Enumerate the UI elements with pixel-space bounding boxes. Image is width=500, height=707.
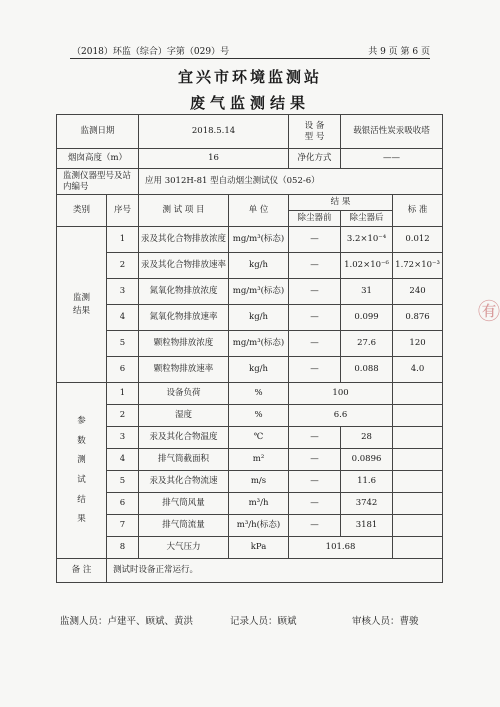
seq-cell: 1 [107,227,139,253]
after-cell: 27.6 [341,331,393,357]
unit-cell: kg/h [229,253,289,279]
before-cell: — [289,305,341,331]
seq-cell: 2 [107,253,139,279]
standard-cell [393,427,443,449]
remark-row [57,559,443,583]
before-cell: — [289,471,341,493]
unit-cell: % [229,405,289,427]
item-cell: 汞及其化合物温度 [139,427,229,449]
table-row [57,471,443,493]
item-cell: 颗粒物排放浓度 [139,331,229,357]
item-cell: 颗粒物排放速率 [139,357,229,383]
table-row [57,331,443,357]
item-cell: 排气筒风量 [139,493,229,515]
table-row [57,383,443,405]
standard-cell: 0.876 [393,305,443,331]
after-cell: 0.0896 [341,449,393,471]
seq-cell: 4 [107,305,139,331]
after-cell: 11.6 [341,471,393,493]
item-cell: 汞及其化合物排放速率 [139,253,229,279]
unit-cell: kg/h [229,305,289,331]
item-cell: 汞及其化合物排放浓度 [139,227,229,253]
unit-cell: kg/h [229,357,289,383]
page-info: 共 9 页 第 6 页 [368,47,430,57]
seq-cell: 6 [107,493,139,515]
before-cell: — [289,493,341,515]
purify-value: —— [341,149,443,169]
reviewer: 审核人员：曹骏 [352,616,419,627]
seq-cell: 3 [107,279,139,305]
before-cell: — [289,331,341,357]
header-standard: 标 准 [393,195,443,227]
seq-cell: 5 [107,471,139,493]
results-table [56,114,443,583]
unit-cell: mg/m³(标态) [229,227,289,253]
standard-cell [393,383,443,405]
standard-cell: 0.012 [393,227,443,253]
seq-cell: 8 [107,537,139,559]
chimney-height: 16 [139,149,289,169]
header-item: 测 试 项 目 [139,195,229,227]
table-row [57,279,443,305]
standard-cell [393,515,443,537]
seq-cell: 5 [107,331,139,357]
before-cell: — [289,515,341,537]
standard-cell [393,493,443,515]
equipment-label: 设 备 型 号 [289,115,341,149]
doc-number: （2018）环监（综合）字第（029）号 [72,47,230,57]
after-cell: 3742 [341,493,393,515]
table-row [57,515,443,537]
standard-cell: 120 [393,331,443,357]
standard-cell: 240 [393,279,443,305]
seq-cell: 4 [107,449,139,471]
unit-cell: ℃ [229,427,289,449]
instrument-value: 应用 3012H-81 型自动烟尘测试仪（052-6） [139,169,443,195]
item-cell: 汞及其化合物流速 [139,471,229,493]
table-row [57,449,443,471]
item-cell: 设备负荷 [139,383,229,405]
after-cell: 0.088 [341,357,393,383]
after-cell: 1.02×10⁻⁶ [341,253,393,279]
category-params: 参 数 测 试 结 果 [57,383,107,559]
header-category: 类别 [57,195,107,227]
header-seq: 序号 [107,195,139,227]
chimney-height-label: 烟囱高度（m） [57,149,139,169]
item-cell: 湿度 [139,405,229,427]
table-row [57,227,443,253]
seq-cell: 2 [107,405,139,427]
header-unit: 单 位 [229,195,289,227]
table-row [57,305,443,331]
seq-cell: 1 [107,383,139,405]
result-merged-cell: 100 [289,383,393,405]
header-after: 除尘器后 [341,211,393,227]
result-merged-cell: 6.6 [289,405,393,427]
item-cell: 氮氧化物排放速率 [139,305,229,331]
standard-cell [393,537,443,559]
standard-cell [393,449,443,471]
table-row [57,357,443,383]
unit-cell: m³/h(标态) [229,515,289,537]
seq-cell: 6 [107,357,139,383]
unit-cell: m³/h [229,493,289,515]
instrument-label: 监测仪器型号及站内编号 [57,169,139,195]
seq-cell: 7 [107,515,139,537]
standard-cell: 1.72×10⁻³ [393,253,443,279]
unit-cell: m/s [229,471,289,493]
before-cell: — [289,253,341,279]
standard-cell [393,471,443,493]
header-results: 结 果 [289,195,393,211]
header-before: 除尘器前 [289,211,341,227]
item-cell: 排气筒截面积 [139,449,229,471]
header-rule [70,58,430,59]
table-row [57,493,443,515]
before-cell: — [289,427,341,449]
before-cell: — [289,227,341,253]
after-cell: 0.099 [341,305,393,331]
category-monitor: 监测 结果 [57,227,107,383]
after-cell: 28 [341,427,393,449]
after-cell: 3181 [341,515,393,537]
unit-cell: m² [229,449,289,471]
edge-stamp-mark: ㊒ [477,300,500,325]
before-cell: — [289,279,341,305]
monitor-date-label: 监测日期 [57,115,139,149]
table-row [57,405,443,427]
unit-cell: % [229,383,289,405]
purify-label: 净化方式 [289,149,341,169]
item-cell: 氮氧化物排放浓度 [139,279,229,305]
standard-cell [393,405,443,427]
equipment-value: 载银活性炭汞吸收塔 [341,115,443,149]
item-cell: 排气筒流量 [139,515,229,537]
report-title: 废气监测结果 [189,94,310,112]
remark-value: 测试时设备正常运行。 [107,559,443,583]
before-cell: — [289,449,341,471]
monitor-personnel: 监测人员：卢建平、顾斌、黄洪 [60,616,194,627]
standard-cell: 4.0 [393,357,443,383]
table-row [57,253,443,279]
after-cell: 31 [341,279,393,305]
remark-label: 备 注 [57,559,107,583]
unit-cell: kPa [229,537,289,559]
recorder: 记录人员：顾斌 [230,616,297,627]
item-cell: 大气压力 [139,537,229,559]
unit-cell: mg/m³(标态) [229,279,289,305]
result-merged-cell: 101.68 [289,537,393,559]
seq-cell: 3 [107,427,139,449]
after-cell: 3.2×10⁻⁴ [341,227,393,253]
unit-cell: mg/m³(标态) [229,331,289,357]
monitor-date: 2018.5.14 [139,115,289,149]
station-name: 宜兴市环境监测站 [177,68,322,86]
table-row [57,427,443,449]
before-cell: — [289,357,341,383]
table-row [57,537,443,559]
